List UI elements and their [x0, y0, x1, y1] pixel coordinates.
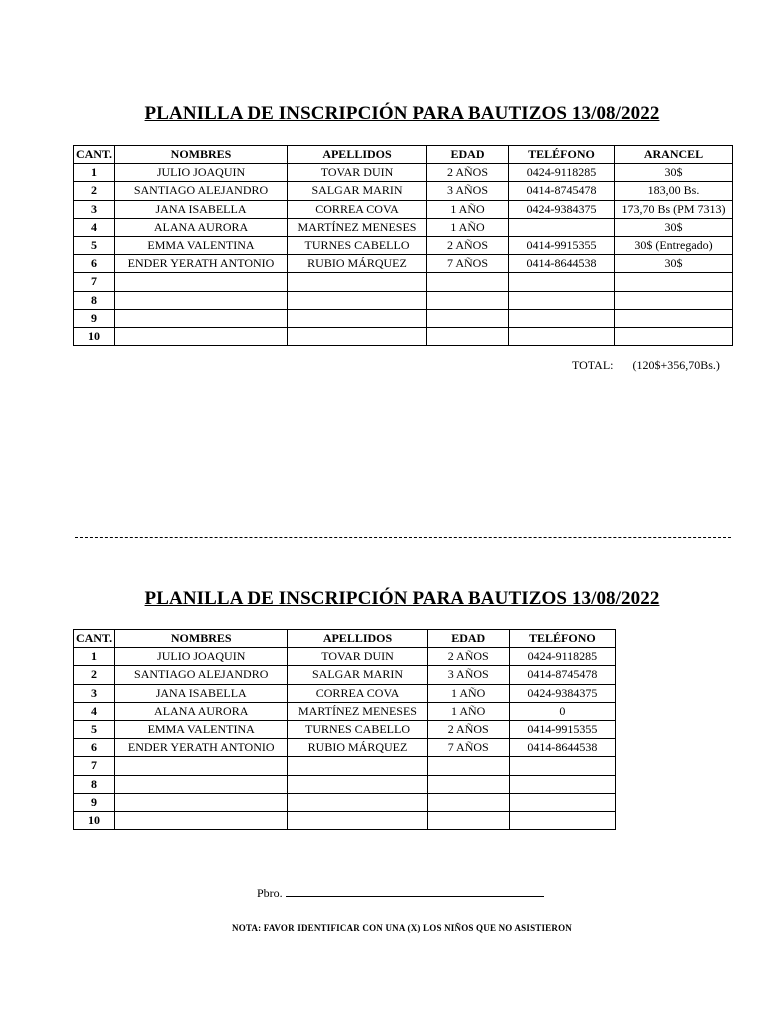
cell-arancel: 30$ [615, 164, 733, 182]
cell-cant: 1 [74, 648, 115, 666]
table-row [74, 720, 616, 738]
cell-cant: 4 [74, 702, 115, 720]
cell-cant: 5 [74, 720, 115, 738]
cell-cant: 7 [74, 273, 115, 291]
cell-apellidos [288, 327, 427, 345]
table-header-row [74, 146, 733, 164]
table-row [74, 236, 733, 254]
cell-nombres [115, 327, 288, 345]
cell-nombres: ENDER YERATH ANTONIO [115, 255, 288, 273]
cell-nombres: ALANA AURORA [115, 702, 288, 720]
cell-apellidos: SALGAR MARIN [288, 182, 427, 200]
cell-nombres [115, 793, 288, 811]
cell-arancel [615, 291, 733, 309]
total-line [572, 358, 720, 373]
cell-edad [427, 757, 509, 775]
cell-telefono: 0414-8644538 [509, 255, 615, 273]
header-telefono: TELÉFONO [509, 146, 615, 164]
cell-cant: 3 [74, 684, 115, 702]
cell-apellidos: RUBIO MÁRQUEZ [288, 739, 427, 757]
cell-nombres [115, 309, 288, 327]
cell-telefono: 0 [509, 702, 615, 720]
cell-edad: 2 AÑOS [427, 720, 509, 738]
cut-line-divider [75, 537, 731, 538]
cell-edad [427, 811, 509, 829]
cell-arancel [615, 309, 733, 327]
cell-arancel: 30$ (Entregado) [615, 236, 733, 254]
cell-telefono: 0414-9915355 [509, 720, 615, 738]
cell-apellidos [288, 775, 427, 793]
cell-edad: 3 AÑOS [427, 666, 509, 684]
cell-apellidos [288, 757, 427, 775]
total-value: (120$+356,70Bs.) [632, 358, 720, 372]
header-edad: EDAD [427, 630, 509, 648]
cell-arancel [615, 327, 733, 345]
cell-telefono [509, 757, 615, 775]
cell-apellidos: CORREA COVA [288, 200, 427, 218]
header-edad: EDAD [427, 146, 509, 164]
cell-telefono [509, 775, 615, 793]
cell-telefono: 0424-9118285 [509, 648, 615, 666]
cell-cant: 6 [74, 739, 115, 757]
cell-edad: 1 AÑO [427, 684, 509, 702]
table-row [74, 666, 616, 684]
cell-apellidos: MARTÍNEZ MENESES [288, 218, 427, 236]
cell-telefono [509, 793, 615, 811]
page-title-bottom: PLANILLA DE INSCRIPCIÓN PARA BAUTIZOS 13/08/2022 [144, 588, 660, 609]
cell-apellidos: CORREA COVA [288, 684, 427, 702]
cell-telefono [509, 811, 615, 829]
table-row [74, 182, 733, 200]
table-row [74, 811, 616, 829]
cell-cant: 10 [74, 327, 115, 345]
table-row [74, 255, 733, 273]
cell-edad: 2 AÑOS [427, 648, 509, 666]
cell-apellidos [288, 793, 427, 811]
header-arancel: ARANCEL [615, 146, 733, 164]
cell-nombres: EMMA VALENTINA [115, 720, 288, 738]
registration-table-attendance [73, 629, 616, 830]
cell-telefono: 0424-9118285 [509, 164, 615, 182]
cell-nombres: ENDER YERATH ANTONIO [115, 739, 288, 757]
cell-telefono [509, 309, 615, 327]
table-row [74, 200, 733, 218]
cell-apellidos: TURNES CABELLO [288, 720, 427, 738]
cell-nombres: JANA ISABELLA [115, 684, 288, 702]
cell-edad [427, 309, 509, 327]
cell-arancel: 183,00 Bs. [615, 182, 733, 200]
cell-arancel: 30$ [615, 218, 733, 236]
cell-edad: 3 AÑOS [427, 182, 509, 200]
cell-apellidos [288, 811, 427, 829]
cell-edad [427, 327, 509, 345]
header-cant: CANT. [74, 630, 115, 648]
cell-edad [427, 775, 509, 793]
cell-edad [427, 273, 509, 291]
cell-apellidos [288, 291, 427, 309]
cell-cant: 5 [74, 236, 115, 254]
cell-cant: 8 [74, 775, 115, 793]
table-row [74, 684, 616, 702]
signature-label: Pbro. [257, 886, 283, 900]
cell-telefono [509, 291, 615, 309]
table-row [74, 273, 733, 291]
cell-cant: 6 [74, 255, 115, 273]
cell-apellidos: TURNES CABELLO [288, 236, 427, 254]
table-row [74, 757, 616, 775]
cell-cant: 8 [74, 291, 115, 309]
cell-cant: 9 [74, 793, 115, 811]
cell-telefono: 0414-8644538 [509, 739, 615, 757]
signature-line [286, 885, 544, 897]
cell-cant: 2 [74, 666, 115, 684]
cell-apellidos: RUBIO MÁRQUEZ [288, 255, 427, 273]
cell-nombres: JULIO JOAQUIN [115, 164, 288, 182]
header-apellidos: APELLIDOS [288, 146, 427, 164]
cell-nombres: JULIO JOAQUIN [115, 648, 288, 666]
cell-edad [427, 291, 509, 309]
table-row [74, 309, 733, 327]
cell-cant: 2 [74, 182, 115, 200]
cell-telefono [509, 273, 615, 291]
cell-apellidos: TOVAR DUIN [288, 164, 427, 182]
cell-apellidos: SALGAR MARIN [288, 666, 427, 684]
cell-edad: 7 AÑOS [427, 255, 509, 273]
cell-nombres [115, 811, 288, 829]
page-title-top: PLANILLA DE INSCRIPCIÓN PARA BAUTIZOS 13/08/2022 [144, 103, 660, 124]
footer-note: NOTA: FAVOR IDENTIFICAR CON UNA (X) LOS NIÑOS QUE NO ASISTIERON [232, 923, 572, 933]
cell-apellidos: MARTÍNEZ MENESES [288, 702, 427, 720]
header-cant: CANT. [74, 146, 115, 164]
cell-edad: 1 AÑO [427, 218, 509, 236]
cell-telefono: 0414-9915355 [509, 236, 615, 254]
cell-edad [427, 793, 509, 811]
table-row [74, 702, 616, 720]
cell-nombres: SANTIAGO ALEJANDRO [115, 666, 288, 684]
cell-telefono: 0424-9384375 [509, 684, 615, 702]
table-row [74, 327, 733, 345]
cell-nombres [115, 273, 288, 291]
total-label: TOTAL: [572, 358, 614, 372]
cell-edad: 2 AÑOS [427, 236, 509, 254]
cell-cant: 3 [74, 200, 115, 218]
cell-edad: 2 AÑOS [427, 164, 509, 182]
cell-nombres: SANTIAGO ALEJANDRO [115, 182, 288, 200]
table-row [74, 739, 616, 757]
cell-arancel [615, 273, 733, 291]
table-row [74, 648, 616, 666]
table-row [74, 218, 733, 236]
header-apellidos: APELLIDOS [288, 630, 427, 648]
header-telefono: TELÉFONO [509, 630, 615, 648]
table-row [74, 291, 733, 309]
table-header-row [74, 630, 616, 648]
header-nombres: NOMBRES [115, 146, 288, 164]
registration-table-with-fee [73, 145, 733, 346]
table-row [74, 793, 616, 811]
cell-arancel: 30$ [615, 255, 733, 273]
cell-nombres: EMMA VALENTINA [115, 236, 288, 254]
cell-nombres: JANA ISABELLA [115, 200, 288, 218]
cell-apellidos [288, 273, 427, 291]
header-nombres: NOMBRES [115, 630, 288, 648]
cell-telefono: 0424-9384375 [509, 200, 615, 218]
cell-cant: 7 [74, 757, 115, 775]
cell-cant: 1 [74, 164, 115, 182]
cell-nombres [115, 775, 288, 793]
signature-field [257, 885, 544, 901]
cell-cant: 9 [74, 309, 115, 327]
cell-nombres [115, 291, 288, 309]
cell-cant: 4 [74, 218, 115, 236]
table-row [74, 164, 733, 182]
cell-apellidos [288, 309, 427, 327]
cell-arancel: 173,70 Bs (PM 7313) [615, 200, 733, 218]
cell-telefono: 0414-8745478 [509, 666, 615, 684]
cell-telefono [509, 218, 615, 236]
cell-nombres: ALANA AURORA [115, 218, 288, 236]
cell-cant: 10 [74, 811, 115, 829]
cell-telefono: 0414-8745478 [509, 182, 615, 200]
cell-edad: 7 AÑOS [427, 739, 509, 757]
cell-apellidos: TOVAR DUIN [288, 648, 427, 666]
cell-nombres [115, 757, 288, 775]
cell-edad: 1 AÑO [427, 200, 509, 218]
cell-edad: 1 AÑO [427, 702, 509, 720]
cell-telefono [509, 327, 615, 345]
table-row [74, 775, 616, 793]
